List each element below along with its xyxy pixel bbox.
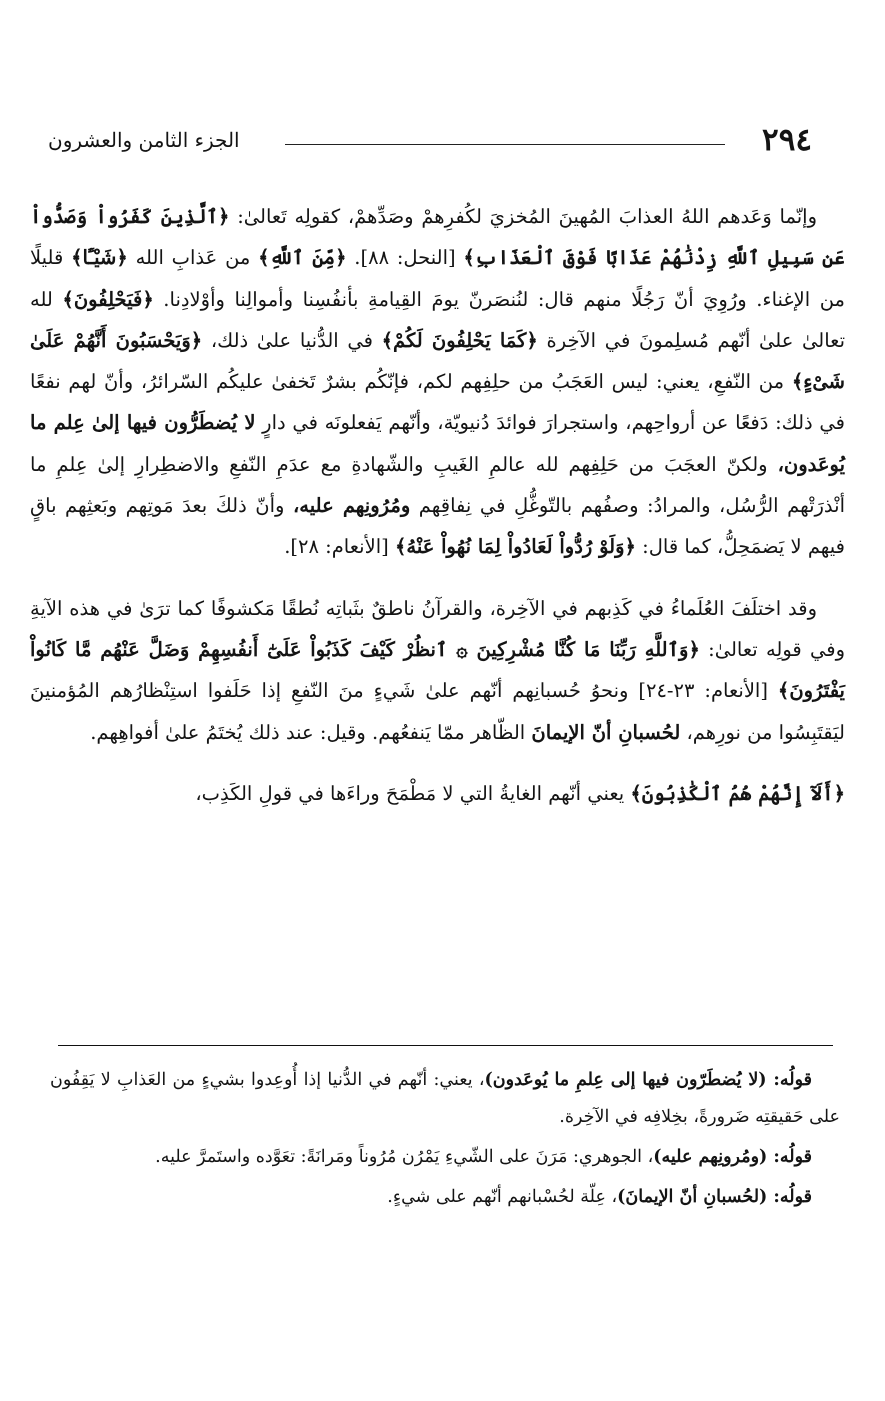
footnote-label: قولُه: — [767, 1147, 812, 1167]
quran-verse: ﴿ٱلَّذِينَ كَفَرُواْ وَصَدُّواْ عَن سَبِيلِ ٱللَّهِ زِدْنَٰهُمْ عَذَابًا فَوْقَ ٱلْعَذَابِ﴾ — [30, 205, 845, 270]
quran-verse: ﴿وَلَوْ رُدُّواْ لَعَادُواْ لِمَا نُهُواْ عَنْهُ﴾ — [394, 535, 636, 559]
quran-verse: ﴿أَلَآ إِنَّهُمْ هُمُ ٱلْكَٰذِبُونَ﴾ — [630, 781, 845, 805]
paragraph-1 — [30, 196, 845, 568]
text-segment: لله تعالىٰ علىٰ أنّهم مُسلِمونَ في الآخِرة — [30, 287, 845, 352]
main-text — [30, 196, 845, 814]
quran-verse: ﴿شَيْـًٔا﴾ — [71, 246, 128, 270]
paragraph-3 — [30, 773, 845, 814]
quran-verse: ﴿مِّنَ ٱللَّهِ﴾ — [258, 246, 347, 270]
text-segment: من عَذابِ الله — [127, 246, 259, 270]
text-segment: ، الجوهري: مَرَنَ على الشّيءِ يَمْرُن مُرُوناً ومَرانَةً: تعَوَّده واستَمرَّ عليه. — [155, 1147, 654, 1167]
bold-phrase: (ومُرونِهم عليه) — [653, 1147, 768, 1167]
bold-phrase: لا يُضطَرُّون فيها إلىٰ عِلم ما يُوعَدون، — [30, 411, 845, 476]
bold-phrase: لحُسبانِ أنّ الإيمانَ — [531, 720, 681, 744]
text-segment: وقد اختلَفَ العُلَماءُ في كَذِبهم في الآخِرة، والقرآنُ ناطقٌ بثَباتِه نُطقًا مَكشوفًا كما ترَىٰ في هذه الآيةِ وفي قولِه تعالىٰ: — [30, 596, 845, 661]
quran-verse: ﴿وَيَحْسَبُونَ أَنَّهُمْ عَلَىٰ شَىْءٍ﴾ — [30, 328, 845, 394]
footnote-separator — [58, 1045, 833, 1046]
text-segment: يعني أنّهم الغايةُ التي لا مَطْمَحَ وراءَها في قولِ الكَذِب، — [195, 781, 631, 805]
quran-verse: ﴿فَيَحْلِفُونَ﴾ — [62, 287, 154, 311]
text-segment: من النّفعِ، يعني: ليس العَجَبُ من حلِفِهم لكم، فإنّكُم بشرٌ تَخفىٰ عليكُم السّرائرُ، وأنّ لهم نفعًا في ذلك: دَفعًا عن أرواحِهم، واستجرارَ فوائدَ دُنيويّة، وأنّهم يَفعلونَه في دارٍ — [30, 370, 845, 435]
page-header — [40, 120, 830, 164]
bold-phrase: (لا يُضطَرّون فيها إلى عِلمِ ما يُوعَدون) — [484, 1070, 767, 1090]
text-segment: قليلًا من الإغناء. ورُوِيَ أنّ رَجُلًا منهم قال: لنُنصَرنّ يومَ القِيامةِ بأنفُسِنا وأموالِنا وأوْلادِنا. — [30, 246, 845, 311]
text-segment: [النحل: ٨٨]. — [346, 246, 464, 270]
footnote-2 — [50, 1139, 840, 1176]
text-segment: ، يعني: أنّهم في الدُّنيا إذا أُوعِدوا بشيءٍ من العَذابِ لا يَقِفُون على حَقيقتِه ضَرورةً، بخِلافِه في الآخِرة. — [50, 1070, 840, 1127]
header-rule — [285, 144, 725, 145]
text-segment: ولكنّ العجَبَ من حَلِفِهم لله عالمِ الغَيبِ والشّهادةِ مع عدَمِ النّفعِ والاضطِرارِ إلىٰ عِلمِ ما أنْذرَتْهم الرُّسُل، والمرادُ: وصفُهم بالتّوغُّلِ في نِفاقِهم — [30, 452, 845, 518]
footnote-1 — [50, 1062, 840, 1136]
bold-phrase: (لحُسبانِ أنّ الإيمانَ) — [617, 1187, 768, 1207]
text-segment: وإنّما وَعَدهم اللهُ العذابَ المُهينَ المُخزيَ لكُفرِهمْ وصَدِّهمْ، كقولِه تَعالىٰ: — [229, 205, 817, 228]
footnote-label: قولُه: — [766, 1070, 812, 1090]
quran-verse: ﴿وَٱللَّهِ رَبِّنَا مَا كُنَّا مُشْرِكِينَ ۞ ٱنظُرْ كَيْفَ كَذَبُواْ عَلَىٰٓ أَنفُسِهِمْ وَضَلَّ عَنْهُم مَّا كَانُواْ يَفْتَرُونَ﴾ — [30, 637, 845, 703]
page-number: ٢٩٤ — [762, 122, 812, 158]
quran-verse: ﴿كَمَا يَحْلِفُونَ لَكُمْ﴾ — [381, 328, 538, 352]
running-title: الجزء الثامن والعشرون — [48, 128, 240, 152]
text-segment: [الأنعام: ٢٣-٢٤] ونحوُ حُسبانِهم أنّهم علىٰ شَيءٍ منَ النّفعِ إذا حَلَفوا استِنْظارُهم المُؤمنينَ ليَقتَبِسُوا من نورِهم، — [30, 679, 845, 744]
text-segment: [الأنعام: ٢٨]. — [284, 535, 395, 559]
footnotes — [50, 1062, 840, 1216]
footnote-3 — [50, 1179, 840, 1216]
footnote-label: قولُه: — [767, 1187, 812, 1207]
paragraph-2 — [30, 588, 845, 753]
text-segment: ، عِلّة لحُسْبانهم أنّهم على شيءٍ. — [387, 1187, 618, 1207]
bold-phrase: ومُرُونِهم عليه، — [292, 494, 411, 518]
text-segment: وأنّ ذلكَ بعدَ مَوتِهم وبَعثِهم باقٍ فيهم لا يَضمَحِلُّ، كما قال: — [30, 494, 845, 559]
text-segment: في الدُّنيا علىٰ ذلك، — [202, 328, 382, 352]
text-segment: الظّاهر ممّا يَنفعُهم. وقيل: عند ذلك يُختَمُ علىٰ أفواهِهم. — [90, 720, 532, 744]
